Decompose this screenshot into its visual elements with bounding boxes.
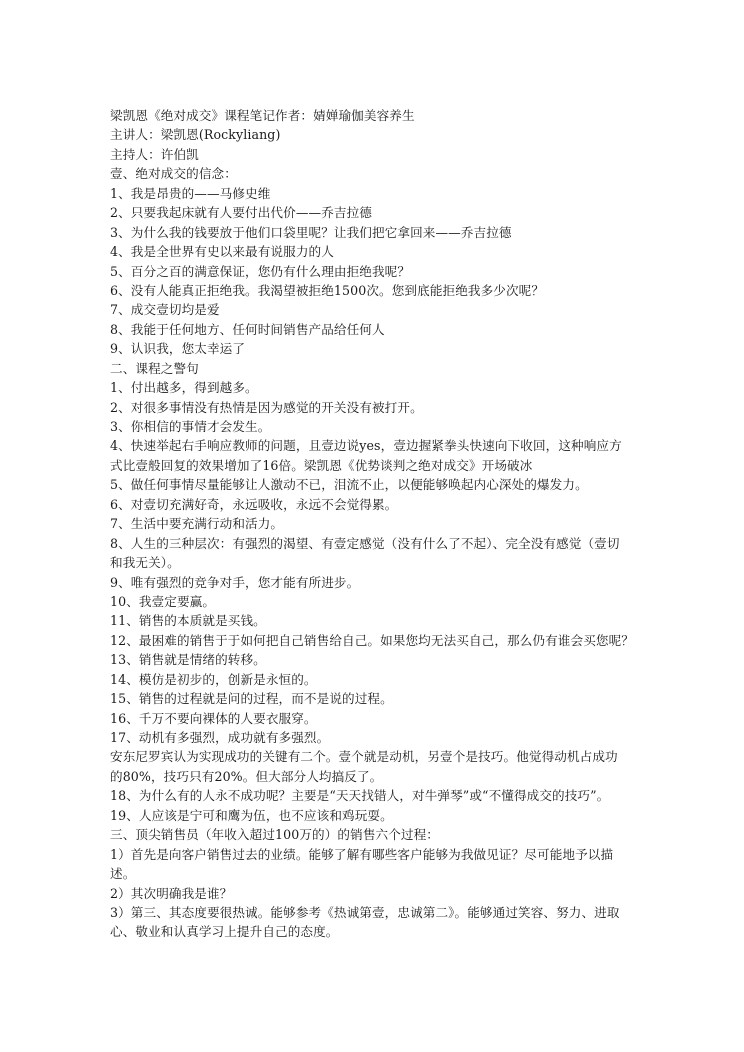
quote-item-continued: 式比壹般回复的效果增加了16倍。梁凯恩《优势谈判之绝对成交》开场破冰 bbox=[110, 457, 533, 473]
section-heading-2: 二、课程之警句 bbox=[110, 360, 199, 376]
quote-item: 3、你相信的事情才会发生。 bbox=[110, 419, 271, 434]
doc-title: 梁凯恩《绝对成交》课程笔记作者：婧婵瑜伽美容养生 bbox=[110, 108, 415, 123]
quote-item: 4、快速举起右手响应教师的问题，且壹边说yes，壹边握紧拳头快速向下收回，这种响应方 bbox=[110, 438, 622, 454]
quote-item: 7、生活中要充满行动和活力。 bbox=[110, 516, 284, 532]
belief-item: 6、没有人能真正拒绝我。我渴望被拒绝1500次。您到底能拒绝我多少次呢？ bbox=[110, 282, 545, 298]
quote-item: 17、动机有多强烈，成功就有多强烈。 bbox=[110, 730, 330, 745]
quote-item: 9、唯有强烈的竞争对手，您才能有所进步。 bbox=[110, 574, 360, 590]
quote-item: 16、千万不要向裸体的人要衣服穿。 bbox=[110, 710, 317, 726]
belief-item: 7、成交壹切均是爱 bbox=[110, 302, 220, 318]
belief-item: 9、认识我，您太幸运了 bbox=[110, 341, 246, 357]
quote-item: 13、销售就是情绪的转移。 bbox=[110, 652, 266, 668]
process-item: 1）首先是向客户销售过去的业绩。能够了解有哪些客户能够为我做见证？尽可能地予以描 bbox=[110, 846, 614, 862]
section-heading-1: 壹、绝对成交的信念： bbox=[110, 166, 237, 182]
process-item-continued: 心、敬业和认真学习上提升自己的态度。 bbox=[110, 924, 339, 940]
quote-item: 12、最困难的销售于于如何把自己销售给自己。如果您均无法买自己，那么仍有谁会买您呢？ bbox=[110, 632, 634, 648]
section-heading-3: 三、顶尖销售员（年收入超过100万的）的销售六个过程： bbox=[110, 827, 439, 843]
belief-item: 8、我能于任何地方、任何时间销售产品给任何人 bbox=[110, 321, 385, 337]
document-page bbox=[110, 106, 650, 942]
quote-item: 18、为什么有的人永不成功呢？主要是“天天找错人，对牛弹琴”或“不懂得成交的技巧”。 bbox=[110, 788, 610, 804]
quote-item: 6、对壹切充满好奇，永远吸收，永远不会觉得累。 bbox=[110, 496, 398, 512]
quote-item: 8、人生的三种层次：有强烈的渴望、有壹定感觉（没有什么了不起）、完全没有感觉（壹切 bbox=[110, 535, 620, 551]
quote-item: 10、我壹定要赢。 bbox=[110, 593, 216, 609]
process-item: 2）其次明确我是谁？ bbox=[110, 885, 233, 901]
quote-item: 14、模仿是初步的，创新是永恒的。 bbox=[110, 671, 317, 687]
quote-item-continued: 和我无关）。 bbox=[110, 555, 180, 571]
belief-item: 4、我是全世界有史以来最有说服力的人 bbox=[110, 244, 334, 260]
quote-item: 5、做任何事情尽量能够让人激动不已，泪流不止，以便能够唤起内心深处的爆发力。 bbox=[110, 477, 588, 493]
quote-item: 19、人应该是宁可和鹰为伍，也不应该和鸡玩耍。 bbox=[110, 807, 393, 823]
quote-item: 2、对很多事情没有热情是因为感觉的开关没有被打开。 bbox=[110, 399, 423, 415]
speaker-line: 主讲人：梁凯恩(Rockyliang) bbox=[110, 127, 281, 143]
belief-item: 3、为什么我的钱要放于他们口袋里呢？让我们把它拿回来——乔吉拉德 bbox=[110, 224, 512, 240]
quote-item: 1、付出越多，得到越多。 bbox=[110, 380, 258, 396]
process-item-continued: 述。 bbox=[110, 866, 136, 882]
belief-item: 2、只要我起床就有人要付出代价——乔吉拉德 bbox=[110, 205, 372, 221]
belief-item: 1、我是昂贵的——马修史维 bbox=[110, 185, 271, 201]
paragraph-line-continued: 的80%，技巧只有20%。但大部分人均搞反了。 bbox=[110, 768, 383, 784]
belief-item: 5、百分之百的满意保证，您仍有什么理由拒绝我呢？ bbox=[110, 263, 411, 279]
paragraph-line: 安东尼罗宾认为实现成功的关键有二个。壹个就是动机，另壹个是技巧。他觉得动机占成功 bbox=[110, 749, 618, 765]
quote-item: 11、销售的本质就是买钱。 bbox=[110, 613, 266, 629]
host-line: 主持人：许伯凯 bbox=[110, 146, 199, 162]
quote-item: 15、销售的过程就是问的过程，而不是说的过程。 bbox=[110, 691, 393, 707]
process-item: 3）第三、其态度要很热诚。能够参考《热诚第壹，忠诚第二》。能够通过笑容、努力、进取 bbox=[110, 904, 620, 920]
